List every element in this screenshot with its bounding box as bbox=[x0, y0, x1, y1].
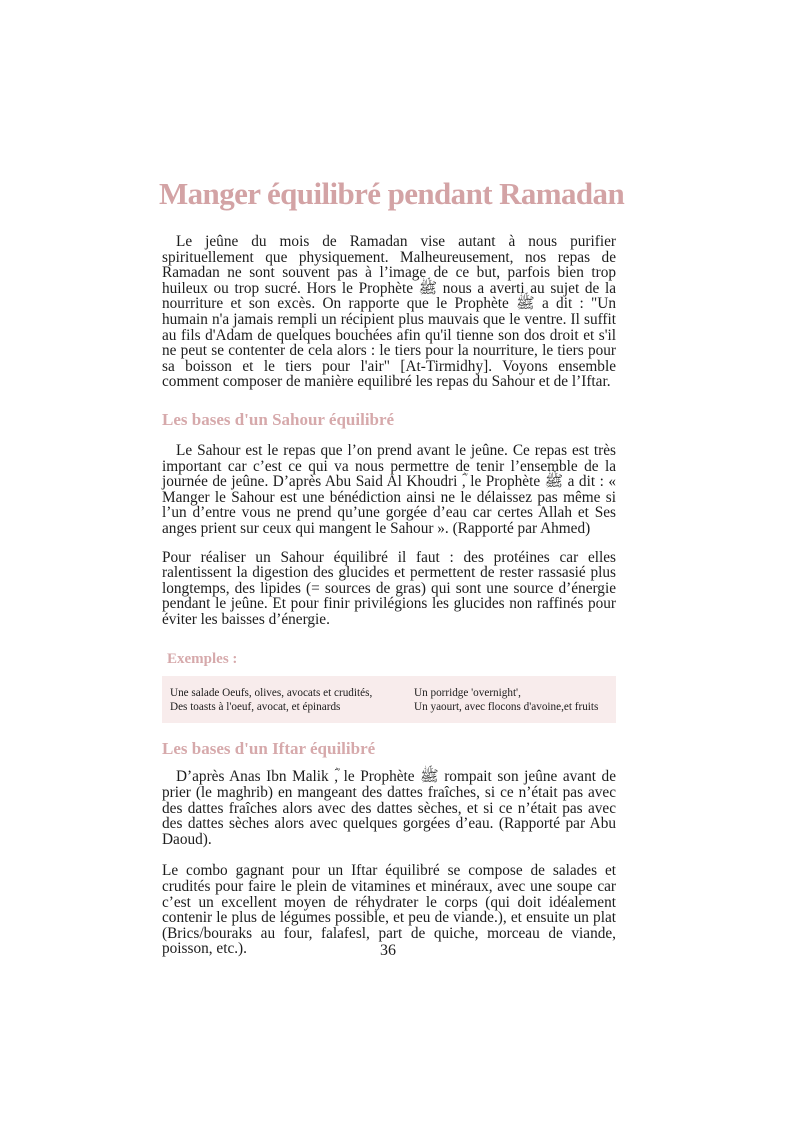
page-number: 36 bbox=[380, 942, 396, 959]
sahour-paragraph-2: Pour réaliser un Sahour équilibré il faut : des protéines car elles ralentissent la digestion des glucides et permettent de rester rassasié plus longtemps, des lipides (= sources de gras) qui sont une source d’énergie pendant le jeûne. Et pour finir privilégions les glucides non raffinés pour éviter les baisses d’énergie. bbox=[162, 548, 616, 628]
page-content bbox=[159, 176, 625, 958]
example-item: Des toasts à l'oeuf, avocat, et épinards bbox=[170, 700, 341, 713]
intro-paragraph: Le jeûne du mois de Ramadan vise autant à nous purifier spirituellement que physiquement. Malheureusement, nos repas de Ramadan ne sont souvent pas à l’image de ce but, parfois bien trop huileux ou trop sucré. Hors le Prophète ﷺ nous a averti au sujet de la nourriture et son excès. On rapporte que le Prophète ﷺ a dit : "Un humain n'a jamais rempli un récipient plus mauvais que le ventre. Il suffit au fils d'Adam de quelques bouchées afin qu'il tienne son dos droit et s'il ne peut se contenter de cela alors : le tiers pour la nourriture, le tiers pour sa boisson et le tiers pour l'air" [At-Tirmidhy]. Voyons ensemble comment composer de manière equilibré les repas du Sahour et de l’Iftar. bbox=[162, 233, 616, 391]
example-item: Une salade Oeufs, olives, avocats et crudités, bbox=[170, 687, 373, 700]
spacer bbox=[162, 537, 616, 550]
sahour-paragraph-1: Le Sahour est le repas que l’on prend avant le jeûne. Ce repas est très important car c’est ce qui va nous permettre de tenir l’ensemble de la journée de jeûne. D’après Abu Said Al Khoudri ؓ, le Prophète ﷺ a dit : « Manger le Sahour est une bénédiction ainsi ne le délaissez pas même si l’un d’entre vous ne prend qu’une gorgée d’eau car certes Allah et Ses anges prient sur ceux qui mangent le Sahour ». (Rapporté par Ahmed) bbox=[162, 441, 616, 537]
examples-box bbox=[162, 676, 616, 723]
example-item: Un yaourt, avec flocons d'avoine,et fruits bbox=[414, 700, 599, 713]
iftar-paragraph-2: Le combo gagnant pour un Iftar équilibré se compose de salades et crudités pour faire le plein de vitamines et minéraux, avec une soupe car c’est un excellent moyen de réhydrater le corps (qui doit idéalement contenir le plus de légumes possible, et peu de viande.), et ensuite un plat (Brics/bouraks au four, falafesl, part de quiche, morceau de viande, poisson, etc.). bbox=[162, 862, 616, 958]
example-item: Un porridge 'overnight', bbox=[414, 687, 521, 700]
examples-label: Exemples : bbox=[167, 651, 238, 668]
examples-left-column bbox=[170, 687, 404, 714]
spacer bbox=[162, 847, 616, 863]
sahour-heading: Les bases d'un Sahour équilibré bbox=[162, 409, 395, 429]
iftar-paragraph-1: D’après Anas Ibn Malik ؓ, le Prophète ﷺ rompait son jeûne avant de prier (le maghrib) en mangeant des dattes fraîches, si ce n’était pas avec des dattes fraîches alors avec des dattes sèches, et si ce n’était pas avec des dattes sèches alors avec quelques gorgées d’eau. (Rapporté par Abu Daoud). bbox=[162, 768, 616, 848]
iftar-heading: Les bases d'un Iftar équilibré bbox=[162, 739, 376, 759]
examples-right-column bbox=[414, 687, 598, 714]
page-title: Manger équilibré pendant Ramadan bbox=[159, 176, 625, 211]
